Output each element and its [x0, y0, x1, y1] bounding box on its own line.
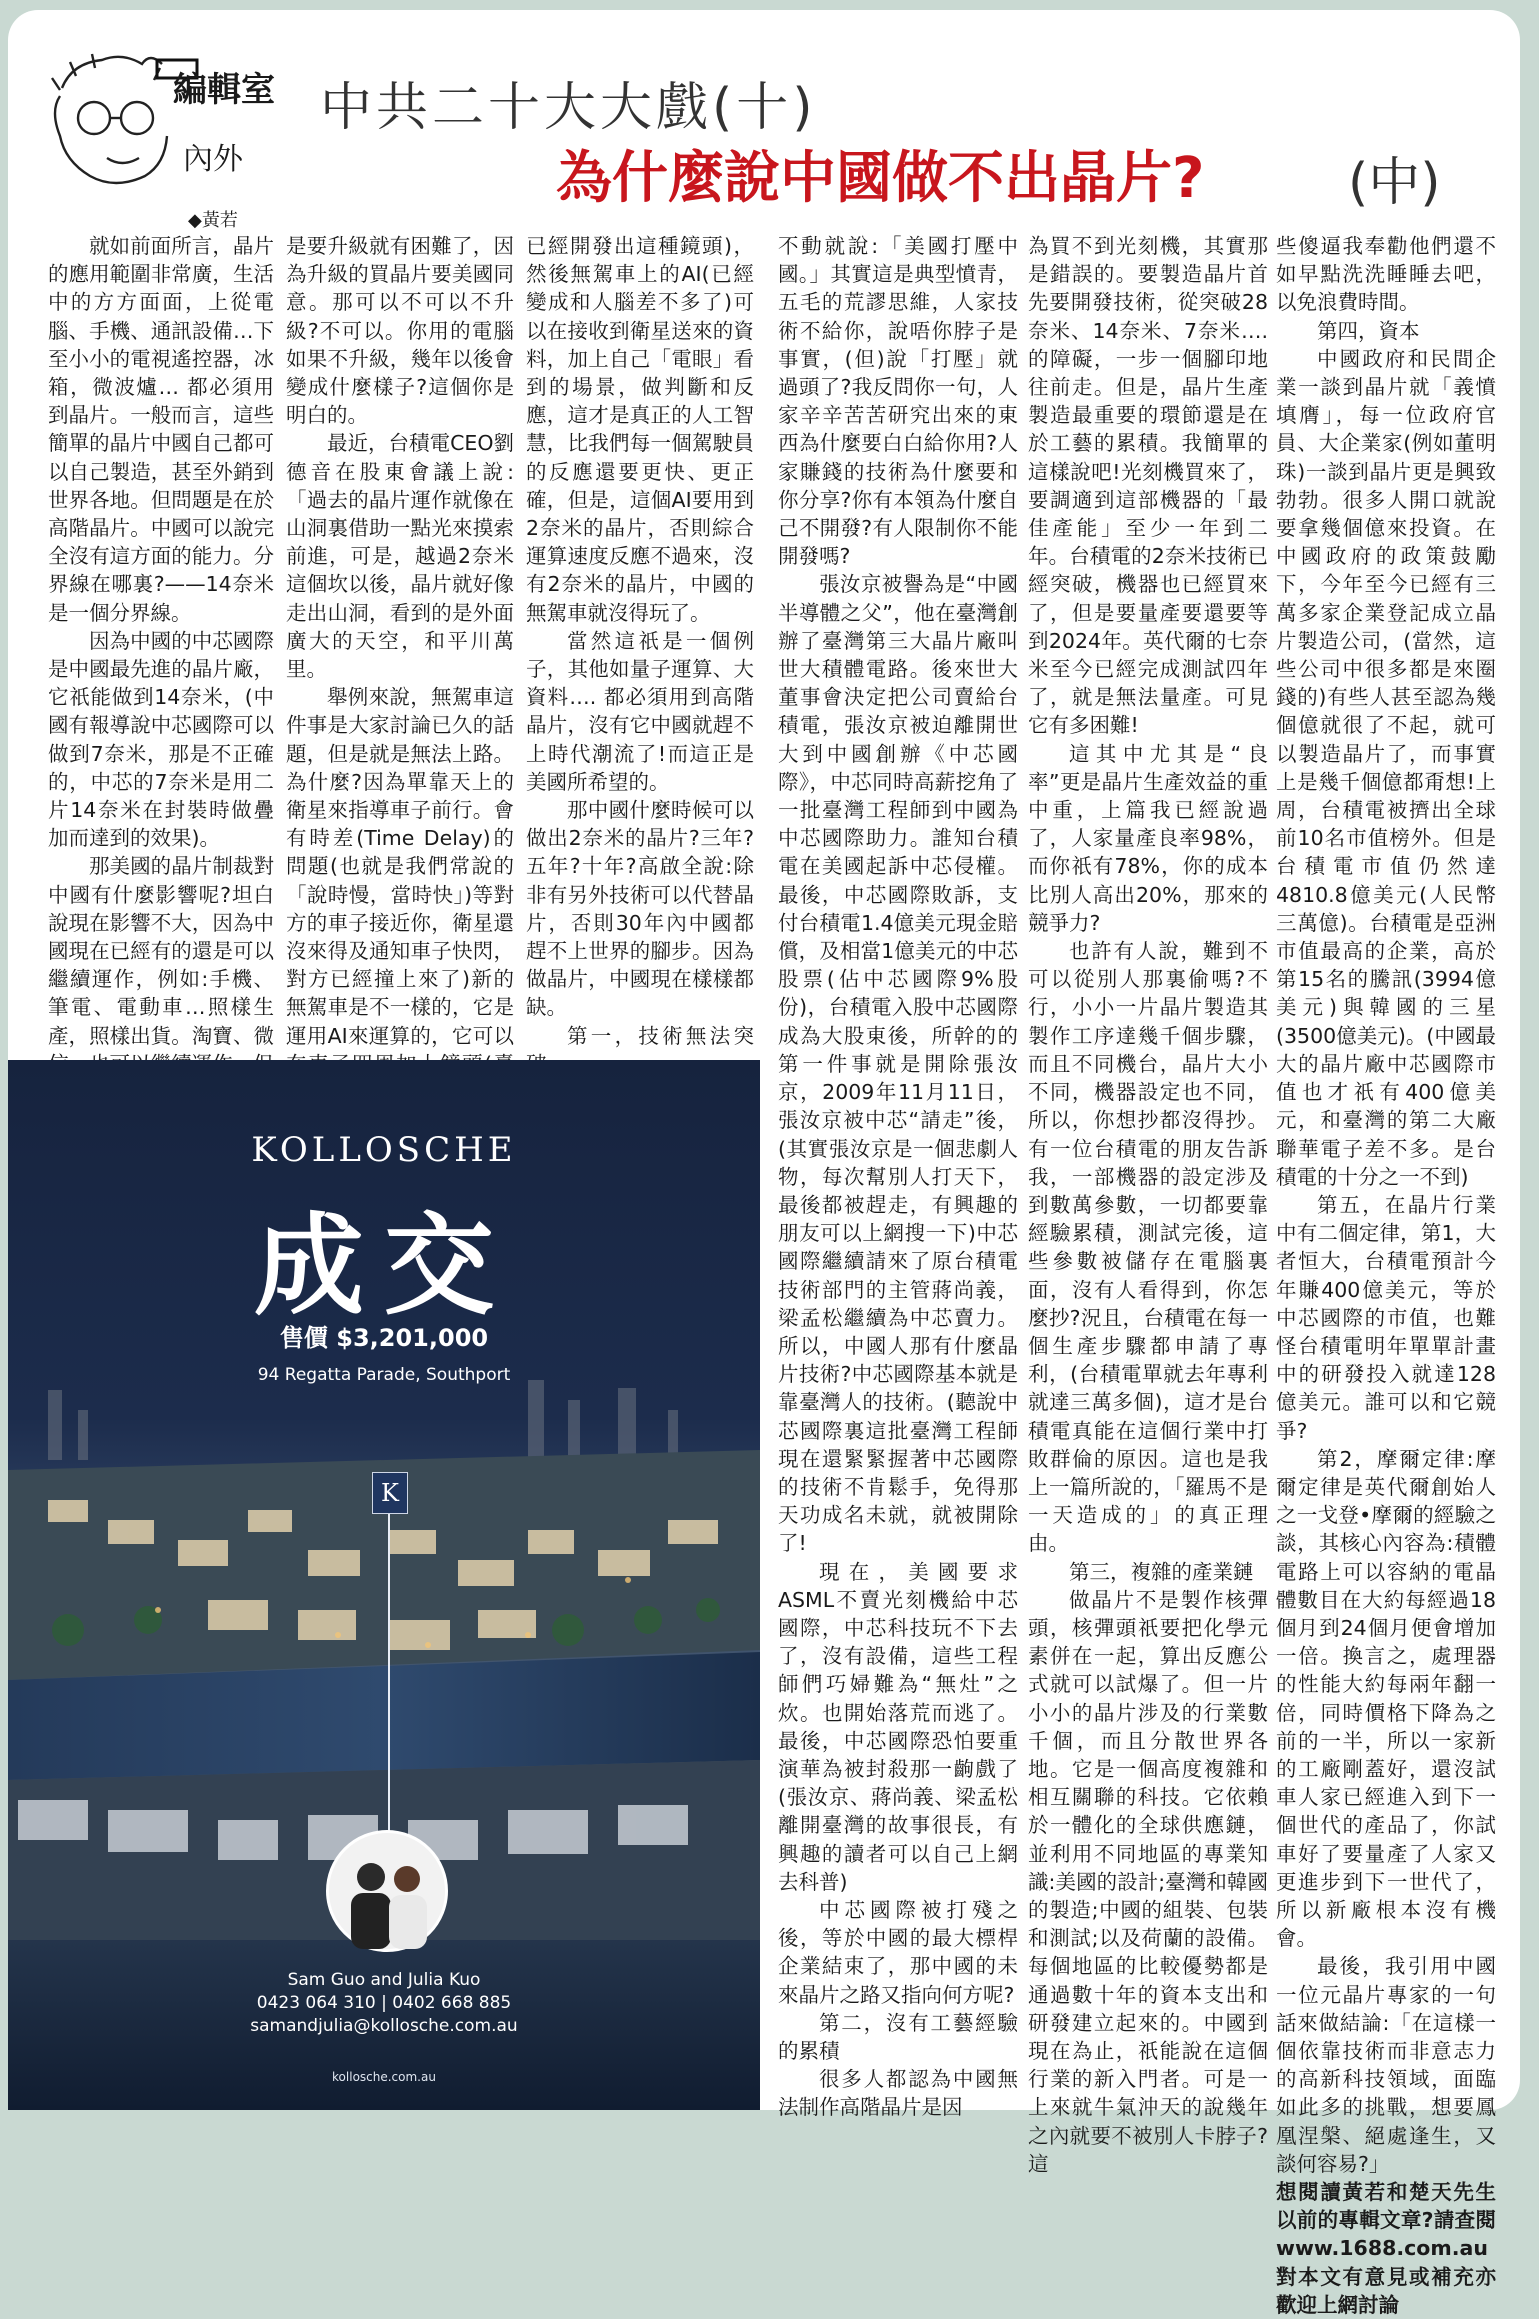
paragraph: 第五，在晶片行業中有二個定律，第1，大者恒大，台積電預計今年賺400億美元，等於中芯國際的市值，也難怪台積電明年單單計畫中的研發投入就達128億美元。誰可以和它競爭? — [1276, 1192, 1496, 1443]
paragraph: 第一，技術無法突 — [567, 1023, 754, 1048]
article-column-2 — [286, 232, 514, 1106]
article-column-4 — [778, 232, 1018, 2122]
paragraph: 因為中國的中芯國際是中國最先進的晶片廠，它祇能做到14奈米，(中國有報導說中芯國際可以做到7奈米，那是不正確的，中芯的7奈米是用二片14奈米在封裝時做疊加而達到的效果)。 — [48, 628, 274, 851]
paragraph: 就如前面所言，晶片的應用範圍非常廣，生活中的方方面面，上從電腦、手機、通訊設備…下至小小的電視遙控器，冰箱，微波爐… 都必須用到晶片。一般而言，這些簡單的晶片中國自己都可以自己製造，甚至外銷到世界各地。但問題是在於高階晶片。中國可以說完全沒有這方面的能力。分界線在哪裏?——14奈米是一個分界線。 — [48, 234, 274, 625]
paragraph: 中國政府和民間企業一談到晶片就「義憤填膺」，每一位政府官員、大企業家(例如董明珠)一談到晶片更是興致勃勃。很多人開口就說要拿幾個億來投資。在中國政府的政策鼓勵下，今年至今已經有三萬多家企業登記成立晶片製造公司，(當然，這些公司中很多都是來圈錢的)有些人甚至認為幾個億就很了不起，就可以製造晶片了，而事實上是幾千個億都甭想!上周，台積電被擠出全球前10名市值榜外。但是台積電市值仍然達4810.8億美元(人民幣三萬億)。台積電是亞洲市值最高的企業，高於第15名的騰訊(3994億美元)與韓國的三星(3500億美元)。(中國最大的晶片廠中芯國際市值也才祇有400億美元，和臺灣的第二大廠聯華電子差不多。是台積電的十分之一不到) — [1276, 346, 1496, 1189]
paragraph: 很多人都認為中國無法制作高階晶片是因 — [778, 2067, 1018, 2120]
property-marker-logo: K — [372, 1472, 408, 1514]
paragraph: 現在，美國要求ASML不賣光刻機給中芯國際，中芯科技玩不下去了，沒有設備，這些工程師們巧婦難為“無灶”之炊。也開始落荒而逃了。最後，中芯國際恐怕要重演華為被封殺那一齣戲了(張汝京、蔣尚義、梁孟松離開臺灣的故事很長，有興趣的讀者可以自己上網去科普) — [778, 1559, 1018, 1894]
paragraph: 也許有人說，難到不可以從別人那裏偷嗎?不行，小小一片晶片製造其製作工序達幾千個步驟，而且不同機台，晶片大小不同，機器設定也不同，所以，你想抄都沒得抄。有一位台積電的朋友告訴我，一部機器的設定涉及到數萬參數，一切都要靠經驗累積，測試完後，這些參數被儲存在電腦裏面，沒有人看得到，你怎麼抄?況且，台積電在每一個生產步驟都申請了專利，(台積電單就去年專利就達三萬多個)，這才是台積電真能在這個行業中打敗群倫的原因。這也是我上一篇所說的，「羅馬不是一天造成的」的真正理由。 — [1028, 939, 1268, 1556]
headline-part: (中) — [1348, 153, 1441, 213]
sale-price: 售價 $3,201,000 — [279, 1324, 489, 1352]
agents-photo — [326, 1830, 448, 1952]
paragraph: 為買不到光刻機，其實那是錯誤的。要製造晶片首先要開發技術，從突破28奈米、14奈米、7奈米…. 的障礙，一步一個腳印地往前走。但是，晶片生產製造最重要的環節還是在於工藝的累積。我簡單的這樣說吧!光刻機買來了，要調適到這部機器的「最佳產能」至少一年到二年。台積電的2奈米技術已經突破，機器也已經買來了，但是要量產要還要等到2024年。英代爾的七奈米至今已經完成測試四年了，就是無法量產。可見它有多困難! — [1028, 234, 1268, 738]
section-heading: 第四，資本 — [1317, 318, 1420, 343]
property-marker-line — [388, 1513, 390, 1843]
agent-names: Sam Guo and Julia Kuo — [287, 1970, 481, 1990]
sold-banner: 成交 — [254, 1201, 514, 1330]
property-address: 94 Regatta Parade, Southport — [257, 1365, 511, 1385]
paragraph: 第2，摩爾定律:摩爾定律是英代爾創始人之一戈登•摩爾的經驗之談，其核心內容為:積體電路上可以容納的電晶體數目在大約每經過18個月到24個月便會增加一倍。換言之，處理器的性能大約每兩年翻一倍，同時價格下降為之前的一半，所以一家新的工廠剛蓋好，還沒試車人家已經進入到下一個世代的產品了，你試車好了要量產了人家又更進步到下一世代了，所以新廠根本沒有機會。 — [1276, 1446, 1496, 1951]
paragraph: 最後，我引用中國一位元晶片專家的一句話來做結論:「在這樣一個依靠技術而非意志力的高新科技領域，面臨如此多的挑戰，想要鳳凰涅槃、絕處逢生，又談何容易?」 — [1276, 1954, 1496, 2176]
article-column-1 — [48, 232, 274, 1078]
paragraph: 那美國的晶片制裁對中國有什麼影響呢?坦白說現在影響不大，因為中國現在已經有的還是可以繼續運作，例如:手機、筆電、電動車…照樣生產，照樣出貨。淘寶、微 — [48, 854, 274, 1048]
masthead — [8, 10, 1520, 231]
section-heading: 第三，複雜的產業鏈 — [1069, 1559, 1254, 1584]
article-column-3 — [526, 232, 754, 1106]
section-heading: 第二，沒有工藝經驗的累積 — [778, 2010, 1018, 2063]
series-title: 中共二十大大戲(十) — [320, 78, 817, 138]
paragraph: 是要升級就有困難了，因為升級的買晶片要美國同意。那可以不可以不升級?不可以。你用的電腦如果不升級，幾年以後會變成什麼樣子?這個你是明白的。 — [286, 234, 514, 428]
newspaper-page — [8, 10, 1520, 2317]
paragraph: 最近，台積電CEO劉德音在股東會議上說:「過去的晶片運作就像在山洞裏借助一點光來摸索前進，可是，越過2奈米這個坎以後，晶片就好像走出山洞，看到的是外面廣大的天空，和平川萬里。 — [286, 431, 514, 682]
paragraph: 不動就說:「美國打壓中國。」其實這是典型憤青，五毛的荒謬思維，人家技術不給你，說唔你脖子是事實，(但)說「打壓」就過頭了?我反問你一句，人家辛辛苦苦研究出來的東西為什麼要白白給你用?人家賺錢的技術為什麼要和你分享?你有本領為什麼自己不開發?有人限制你不能開發嗎? — [778, 234, 1018, 569]
reader-call-to-action: 想閱讀黃若和楚天先生以前的專輯文章?請查閱www.1688.com.au 對本文有意見或補充亦歡迎上網討論 — [1276, 2180, 1496, 2317]
paragraph: 當然這祇是一個例子，其他如量子運算、大資料…. 都必須用到高階晶片，沒有它中國就趕不上時代潮流了!而這正是美國所希望的。 — [526, 628, 754, 794]
paragraph: 做晶片不是製作核彈頭，核彈頭祇要把化學元素併在一起，算出反應公式就可以試爆了。但一片小小的晶片涉及的行業數千個，而且分散世界各地。它是一個高度複雜和相互關聯的科技。它依賴於一體化的全球供應鏈，並利用不同地區的專業知識:美國的設計;臺灣和韓國的製造;中國的組裝、包裝和測試;以及荷蘭的設備。每個地區的比較優勢都是通過數十年的資本支出和研發建立起來的。中國到現在為止，祇能說在這個行業的新入門者。可是一上來就牛氣沖天的說幾年之內就要不被別人卡脖子?這 — [1028, 1587, 1268, 2176]
agent-email: samandjulia@kollosche.com.au — [250, 2016, 518, 2036]
article-column-6 — [1276, 232, 1496, 2319]
article-column-5 — [1028, 232, 1268, 2178]
paragraph: 舉例來說，無駕車這件事是大家討論已久的話題，但是就是無法上路。為什麼?因為單靠天上的衛星來指導車子前行。會有時差(Time Delay)的問題(也就是我們常說的「說時慢，當時快」)等對方的車子接近你，衛星還沒來得及通知車子快閃，對方已經撞上來了)新的無駕車是不一樣的，它是運用AI來運算的，它可以 — [286, 685, 514, 1048]
agency-brand-logo: KOLLOSCHE — [251, 1130, 517, 1170]
paragraph: 已經開發出這種鏡頭)，然後無駕車上的AI(已經變成和人腦差不多了)可以在接收到衛星送來的資料，加上自己「電眼」看到的場景，做判斷和反應，這才是真正的人工智慧，比我們每一個駕駛員的反應還要更快、更正確，但是，這個AI要用到2奈米的晶片，否則綜合運算速度反應不過來，沒有2奈米的晶片，中國的無駕車就沒得玩了。 — [526, 234, 754, 625]
paragraph: 這其中尤其是“良率”更是晶片生產效益的重中重，上篇我已經說過了，人家量產良率98%，而你祇有78%，你的成本比別人高出20%，那來的競爭力? — [1028, 741, 1268, 935]
column-subtitle: 內外 — [183, 142, 243, 177]
paragraph: 那中國什麼時候可以做出2奈米的晶片?三年?五年?十年?高啟全說:除非有另外技術可以代替晶片，否則30年內中國都趕不上世界的腳步。因為做晶片，中國現在樣樣都缺。 — [526, 798, 754, 1020]
paragraph: 中芯國際被打殘之後，等於中國的最大標桿企業結束了，那中國的未來晶片之路又指向何方呢? — [778, 1897, 1018, 2007]
column-name: 編輯室 — [173, 70, 275, 110]
agency-website: kollosche.com.au — [332, 2070, 436, 2084]
headline: 為什麼說中國做不出晶片? — [556, 146, 1205, 211]
paragraph: 些傻逼我奉勸他們還不如早點洗洗睡睡去吧，以免浪費時間。 — [1276, 234, 1496, 315]
real-estate-advertisement — [8, 1060, 760, 2110]
agent-phones: 0423 064 310 | 0402 668 885 — [256, 1993, 512, 2013]
author-byline: ◆黃若 — [188, 210, 238, 231]
paragraph: 張汝京被譽為是“中國半導體之父”，他在臺灣創辦了臺灣第三大晶片廠叫世大積體電路。後來世大董事會決定把公司賣給台積電，張汝京被迫離開世大到中國創辦《中芯國際》，中芯同時高薪挖角了一批臺灣工程師到中國為中芯國際助力。誰知台積電在美國起訴中芯侵權。最後，中芯國際敗訴，支付台積電1.4億美元現金賠償，及相當1億美元的中芯股票(佔中芯國際9%股份)，台積電入股中芯國際成為大股東後，所幹的的第一件事就是開除張汝京，2009年11月11日，張汝京被中芯“請走”後，(其實張汝京是一個悲劇人物，每次幫別人打天下，最後都被趕走，有興趣的朋友可以上網搜一下)中芯國際繼續請來了原台積電技術部門的主管蔣尚義，梁孟松繼續為中芯賣力。所以，中國人那有什麼晶片技術?中芯國際基本就是靠臺灣人的技術。(聽說中芯國際裏這批臺灣工程師現在還緊緊握著中芯國際的技術不肯鬆手，免得那天功成名未就，就被開除了! — [778, 572, 1018, 1556]
